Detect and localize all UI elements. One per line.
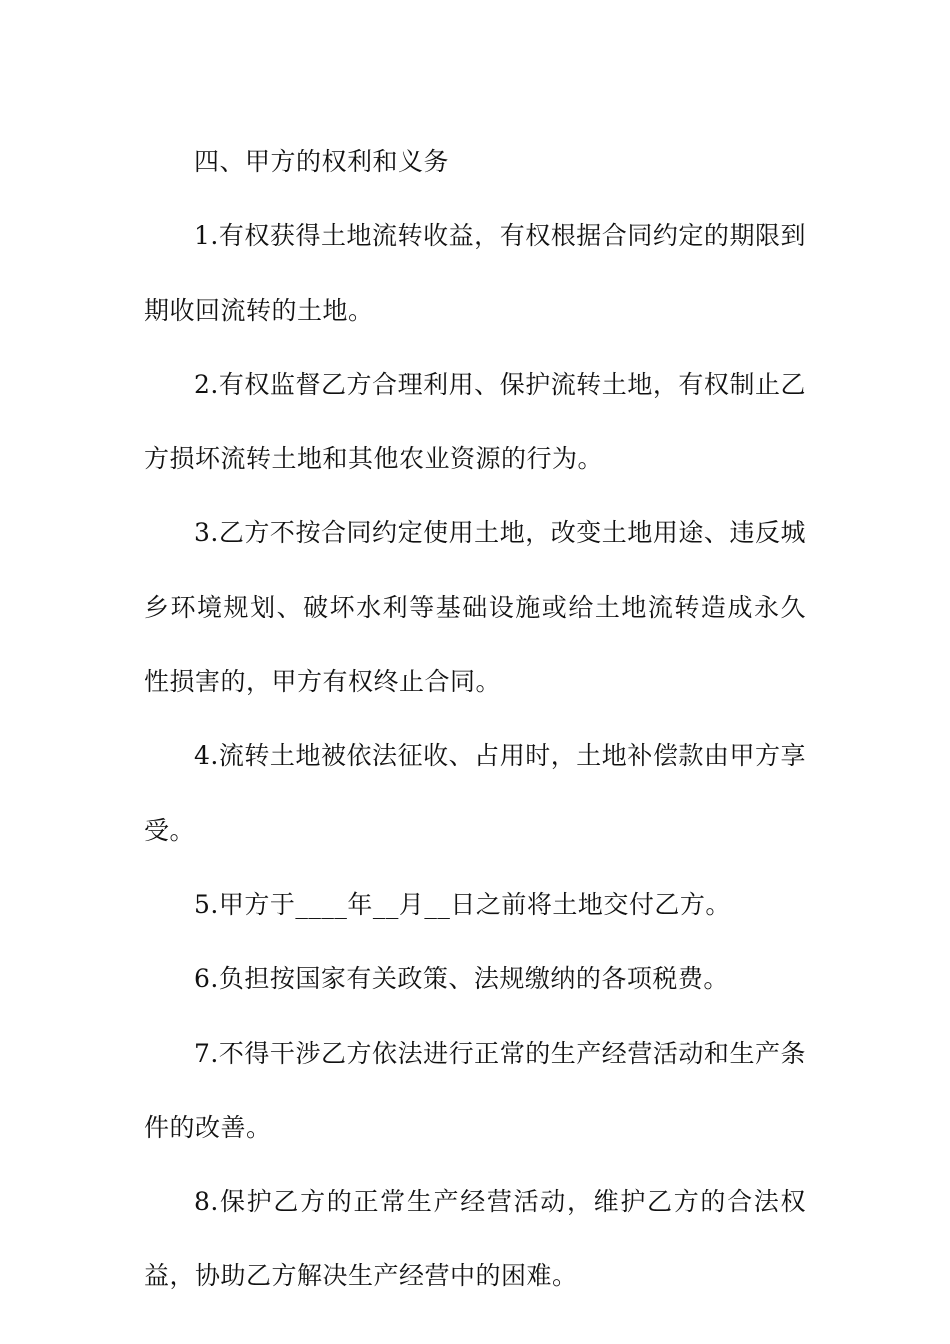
- clause-5: 5.甲方于____年__月__日之前将土地交付乙方。: [194, 889, 731, 919]
- clause-3: 3.乙方不按合同约定使用土地，改变土地用途、违反城乡环境规划、破坏水利等基础设施或给土地流转造成永久性损害的，甲方有权终止合同。: [144, 518, 806, 697]
- clause-6: 6.负担按国家有关政策、法规缴纳的各项税费。: [194, 964, 729, 994]
- clause-4: 4.流转土地被依法征收、占用时，土地补偿款由甲方享受。: [144, 741, 806, 845]
- clause-7: 7.不得干涉乙方依法进行正常的生产经营活动和生产条件的改善。: [144, 1038, 806, 1142]
- clause-1: 1.有权获得土地流转收益，有权根据合同约定的期限到期收回流转的土地。: [144, 221, 806, 325]
- section-heading: 四、甲方的权利和义务: [194, 147, 450, 176]
- document-body: [144, 125, 806, 1314]
- clause-8: 8.保护乙方的正常生产经营活动，维护乙方的合法权益，协助乙方解决生产经营中的困难。: [144, 1187, 806, 1291]
- clause-2: 2.有权监督乙方合理利用、保护流转土地，有权制止乙方损坏流转土地和其他农业资源的行为。: [144, 369, 806, 474]
